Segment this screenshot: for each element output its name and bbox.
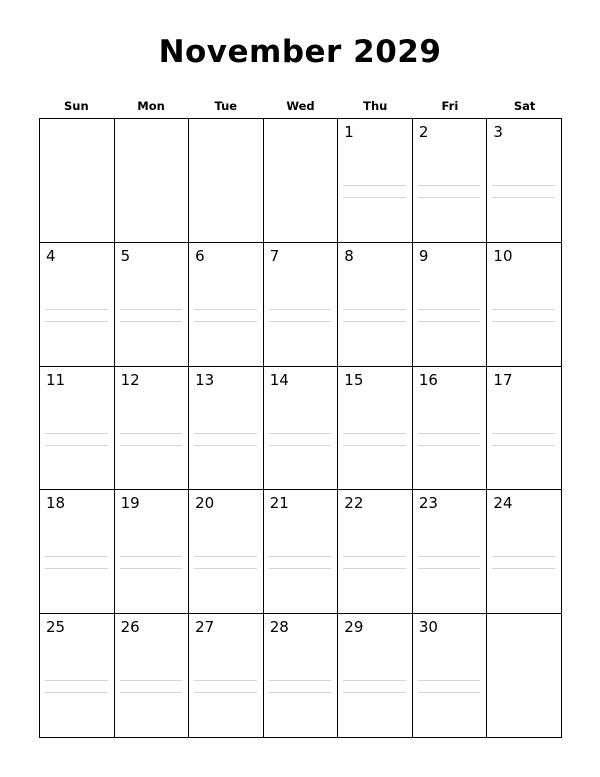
weekday-tue: Tue — [214, 99, 238, 113]
weekday-thu: Thu — [363, 99, 388, 113]
note-line — [120, 309, 183, 310]
note-line — [45, 568, 108, 569]
empty-day-cell — [264, 119, 339, 243]
day-cell — [264, 367, 339, 491]
day-number: 8 — [344, 246, 354, 265]
empty-day-cell — [40, 119, 115, 243]
weekday-sat: Sat — [513, 99, 536, 113]
day-number: 24 — [493, 494, 513, 513]
note-line — [194, 680, 257, 681]
note-line — [120, 680, 183, 681]
note-line — [343, 568, 406, 569]
note-line — [269, 445, 332, 446]
note-line — [45, 445, 108, 446]
calendar-title: November 2029 — [158, 34, 442, 70]
note-line — [194, 445, 257, 446]
note-line — [120, 445, 183, 446]
note-line — [269, 692, 332, 693]
day-number: 14 — [269, 370, 289, 389]
day-cell — [115, 243, 190, 367]
day-number: 12 — [120, 370, 140, 389]
note-line — [418, 197, 481, 198]
note-line — [343, 692, 406, 693]
day-number: 20 — [195, 494, 215, 513]
note-line — [269, 321, 332, 322]
note-line — [492, 197, 555, 198]
note-line — [45, 556, 108, 557]
day-number: 13 — [195, 370, 215, 389]
note-line — [418, 321, 481, 322]
day-cell — [115, 367, 190, 491]
day-number: 21 — [269, 494, 289, 513]
day-cell — [264, 490, 339, 614]
day-cell — [40, 614, 115, 738]
note-line — [269, 556, 332, 557]
day-number: 6 — [195, 246, 205, 265]
day-cell — [189, 614, 264, 738]
day-cell — [189, 367, 264, 491]
day-cell — [413, 367, 488, 491]
note-line — [343, 556, 406, 557]
note-line — [45, 309, 108, 310]
day-number: 17 — [493, 370, 513, 389]
note-line — [269, 680, 332, 681]
day-number: 10 — [493, 246, 513, 265]
note-line — [269, 568, 332, 569]
day-cell — [487, 490, 562, 614]
day-number: 7 — [269, 246, 280, 265]
note-line — [418, 185, 481, 186]
day-number: 1 — [344, 123, 354, 141]
note-line — [492, 321, 555, 322]
day-cell — [189, 243, 264, 367]
note-line — [418, 433, 481, 434]
note-line — [492, 433, 555, 434]
note-line — [45, 433, 108, 434]
weekday-fri: Fri — [441, 99, 459, 113]
note-line — [194, 568, 257, 569]
note-line — [343, 197, 406, 198]
day-cell — [40, 490, 115, 614]
note-line — [492, 445, 555, 446]
note-line — [45, 321, 108, 322]
day-number: 4 — [46, 246, 56, 265]
note-line — [492, 556, 555, 557]
note-line — [343, 321, 406, 322]
day-cell — [413, 614, 488, 738]
day-cell — [413, 119, 488, 243]
note-line — [492, 185, 555, 186]
day-number: 11 — [46, 370, 66, 389]
note-line — [418, 309, 481, 310]
day-cell — [413, 243, 488, 367]
note-line — [418, 445, 481, 446]
day-number: 18 — [46, 494, 66, 513]
note-line — [120, 692, 183, 693]
day-number: 15 — [344, 370, 364, 389]
day-cell — [189, 490, 264, 614]
note-line — [45, 692, 108, 693]
note-line — [120, 556, 183, 557]
day-number: 9 — [418, 246, 429, 265]
note-line — [492, 568, 555, 569]
day-cell — [40, 243, 115, 367]
day-cell — [115, 614, 190, 738]
weekday-header — [39, 99, 562, 115]
note-line — [418, 556, 481, 557]
note-line — [194, 692, 257, 693]
day-cell — [264, 614, 339, 738]
empty-day-cell — [115, 119, 190, 243]
day-number: 30 — [418, 618, 438, 637]
empty-day-cell — [487, 614, 562, 738]
weekday-wed: Wed — [286, 99, 315, 113]
note-line — [343, 309, 406, 310]
note-line — [120, 433, 183, 434]
day-number: 25 — [46, 618, 66, 637]
weekday-mon: Mon — [137, 99, 165, 113]
day-cell — [338, 490, 413, 614]
day-cell — [338, 243, 413, 367]
note-line — [194, 309, 257, 310]
day-cell — [338, 119, 413, 243]
day-number: 26 — [120, 618, 140, 637]
calendar-grid — [39, 118, 562, 738]
day-number: 16 — [418, 370, 438, 389]
day-number: 27 — [195, 618, 215, 637]
day-cell — [264, 243, 339, 367]
note-line — [194, 321, 257, 322]
note-line — [343, 433, 406, 434]
day-number: 5 — [120, 246, 131, 265]
note-line — [418, 568, 481, 569]
day-cell — [487, 243, 562, 367]
note-line — [418, 692, 481, 693]
empty-day-cell — [189, 119, 264, 243]
day-number: 23 — [418, 494, 438, 513]
day-number: 28 — [269, 618, 289, 637]
note-line — [45, 680, 108, 681]
day-number: 3 — [493, 123, 503, 141]
day-cell — [338, 367, 413, 491]
day-cell — [40, 367, 115, 491]
note-line — [269, 309, 332, 310]
day-cell — [413, 490, 488, 614]
note-line — [492, 309, 555, 310]
day-cell — [338, 614, 413, 738]
note-line — [194, 433, 257, 434]
day-cell — [115, 490, 190, 614]
day-number: 29 — [344, 618, 364, 637]
note-line — [343, 185, 406, 186]
note-line — [269, 433, 332, 434]
day-number: 22 — [344, 494, 364, 513]
note-line — [120, 321, 183, 322]
note-line — [343, 445, 406, 446]
day-cell — [487, 367, 562, 491]
note-line — [343, 680, 406, 681]
day-number: 2 — [418, 123, 429, 141]
day-number: 19 — [120, 494, 140, 513]
day-cell — [487, 119, 562, 243]
weekday-sun: Sun — [64, 99, 89, 113]
note-line — [194, 556, 257, 557]
note-line — [120, 568, 183, 569]
note-line — [418, 680, 481, 681]
